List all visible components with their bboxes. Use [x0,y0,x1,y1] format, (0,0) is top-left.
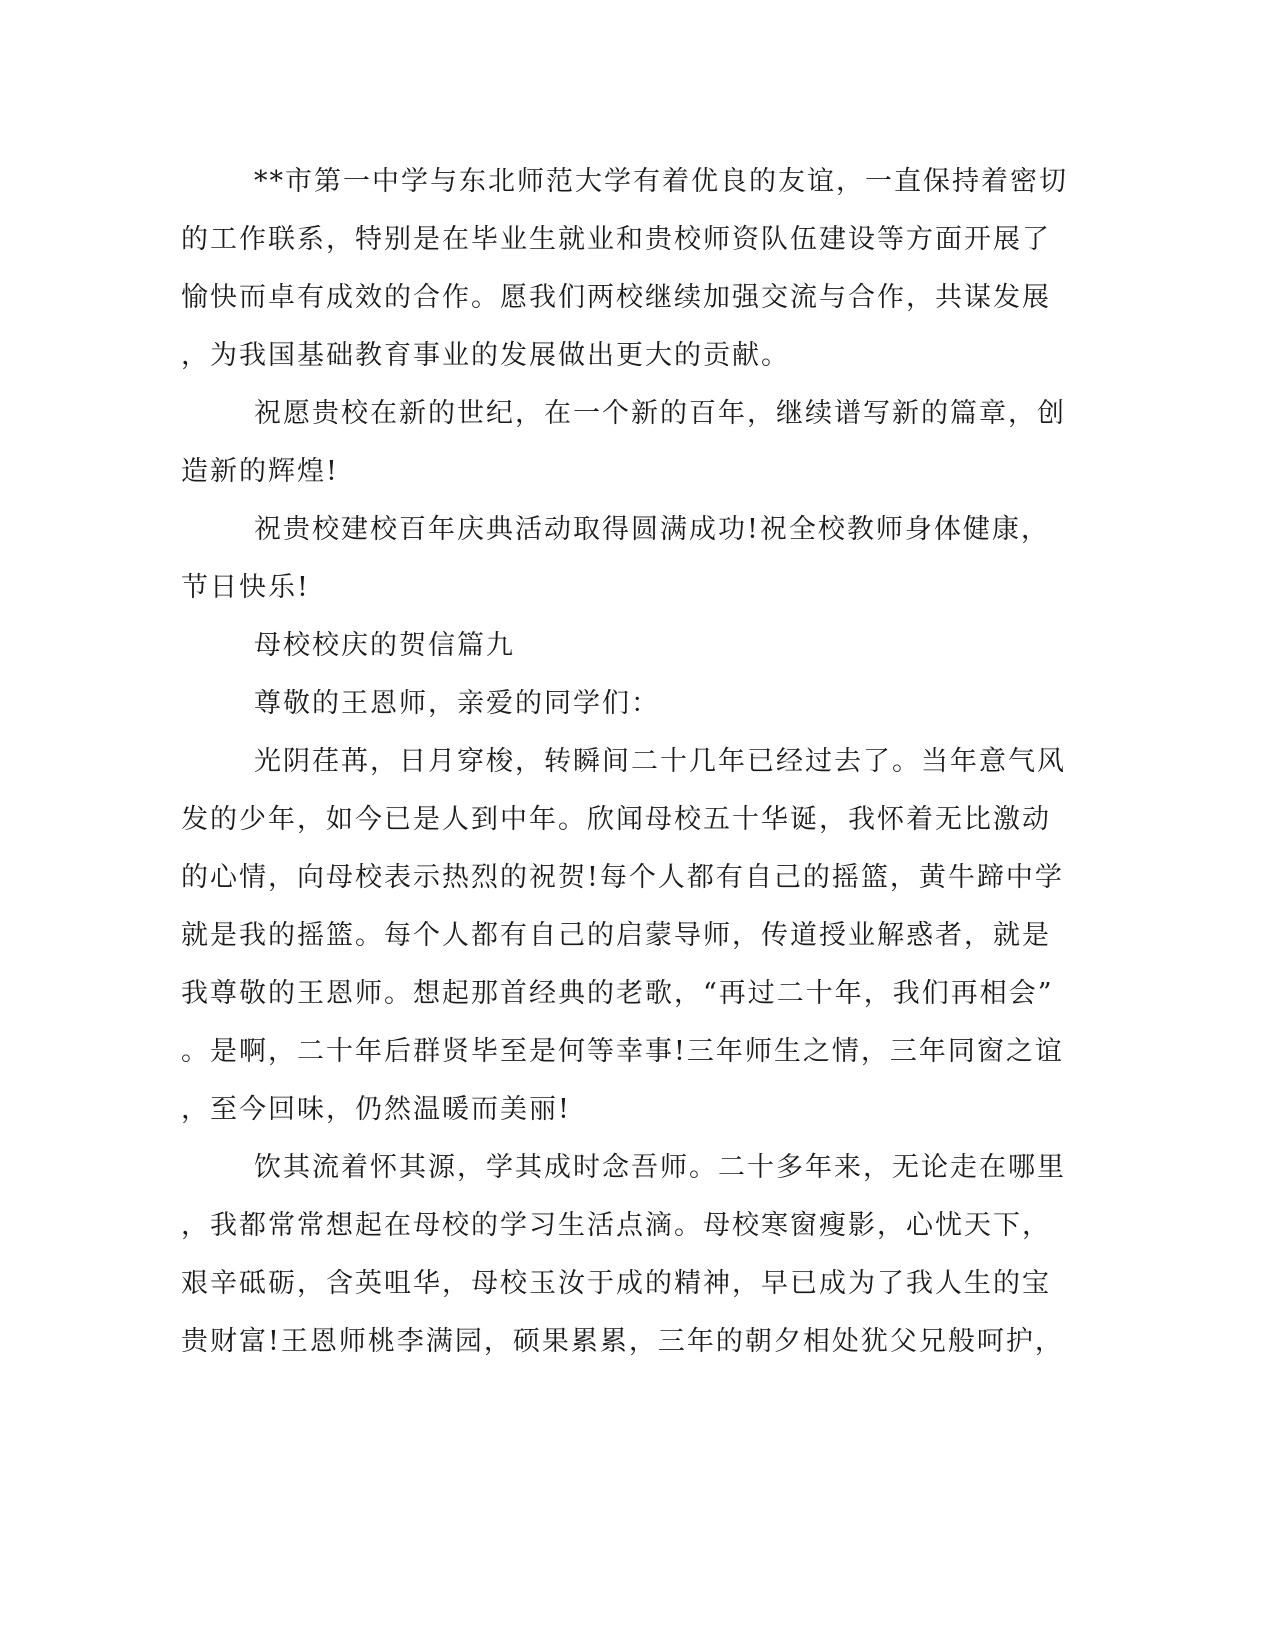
letter-body [181,153,1068,1371]
text-line: 饮其流着怀其源，学其成时念吾师。二十多年来，无论走在哪里 [254,1152,1066,1183]
salutation: 尊敬的王恩师，亲爱的同学们： [254,688,660,719]
text-line: 祝愿贵校在新的世纪，在一个新的百年，继续谱写新的篇章，创 [254,398,1066,429]
text-line: 的心情，向母校表示热烈的祝贺!每个人都有自己的摇篮，黄牛蹄中学 [181,862,1064,893]
text-line: 。是啊，二十年后群贤毕至是何等幸事!三年师生之情，三年同窗之谊 [181,1036,1064,1067]
text-line: 愉快而卓有成效的合作。愿我们两校继续加强交流与合作，共谋发展 [181,282,1051,313]
text-line: 贵财富!王恩师桃李满园，硕果累累，三年的朝夕相处犹父兄般呵护， [181,1326,1064,1357]
text-line: 光阴荏苒，日月穿梭，转瞬间二十几年已经过去了。当年意气风 [254,746,1066,777]
text-line: 发的少年，如今已是人到中年。欣闻母校五十华诞，我怀着无比激动 [181,804,1051,835]
text-line: ，为我国基础教育事业的发展做出更大的贡献。 [181,340,790,371]
text-line: 的工作联系，特别是在毕业生就业和贵校师资队伍建设等方面开展了 [181,224,1051,255]
text-line: 艰辛砥砺，含英咀华，母校玉汝于成的精神，早已成为了我人生的宝 [181,1268,1051,1299]
text-line: 祝贵校建校百年庆典活动取得圆满成功!祝全校教师身体健康， [254,514,1050,545]
text-line: ，至今回味，仍然温暖而美丽! [181,1094,571,1125]
text-line: **市第一中学与东北师范大学有着优良的友谊，一直保持着密切 [254,166,1068,197]
text-line: 就是我的摇篮。每个人都有自己的启蒙导师，传道授业解惑者，就是 [181,920,1051,951]
text-line: 我尊敬的王恩师。想起那首经典的老歌，“再过二十年，我们再相会” [181,978,1054,1009]
text-line: ，我都常常想起在母校的学习生活点滴。母校寒窗瘦影，心忧天下， [181,1210,1051,1241]
text-line: 造新的辉煌! [181,456,339,487]
text-line: 节日快乐! [181,572,310,603]
section-heading: 母校校庆的贺信篇九 [254,630,515,661]
